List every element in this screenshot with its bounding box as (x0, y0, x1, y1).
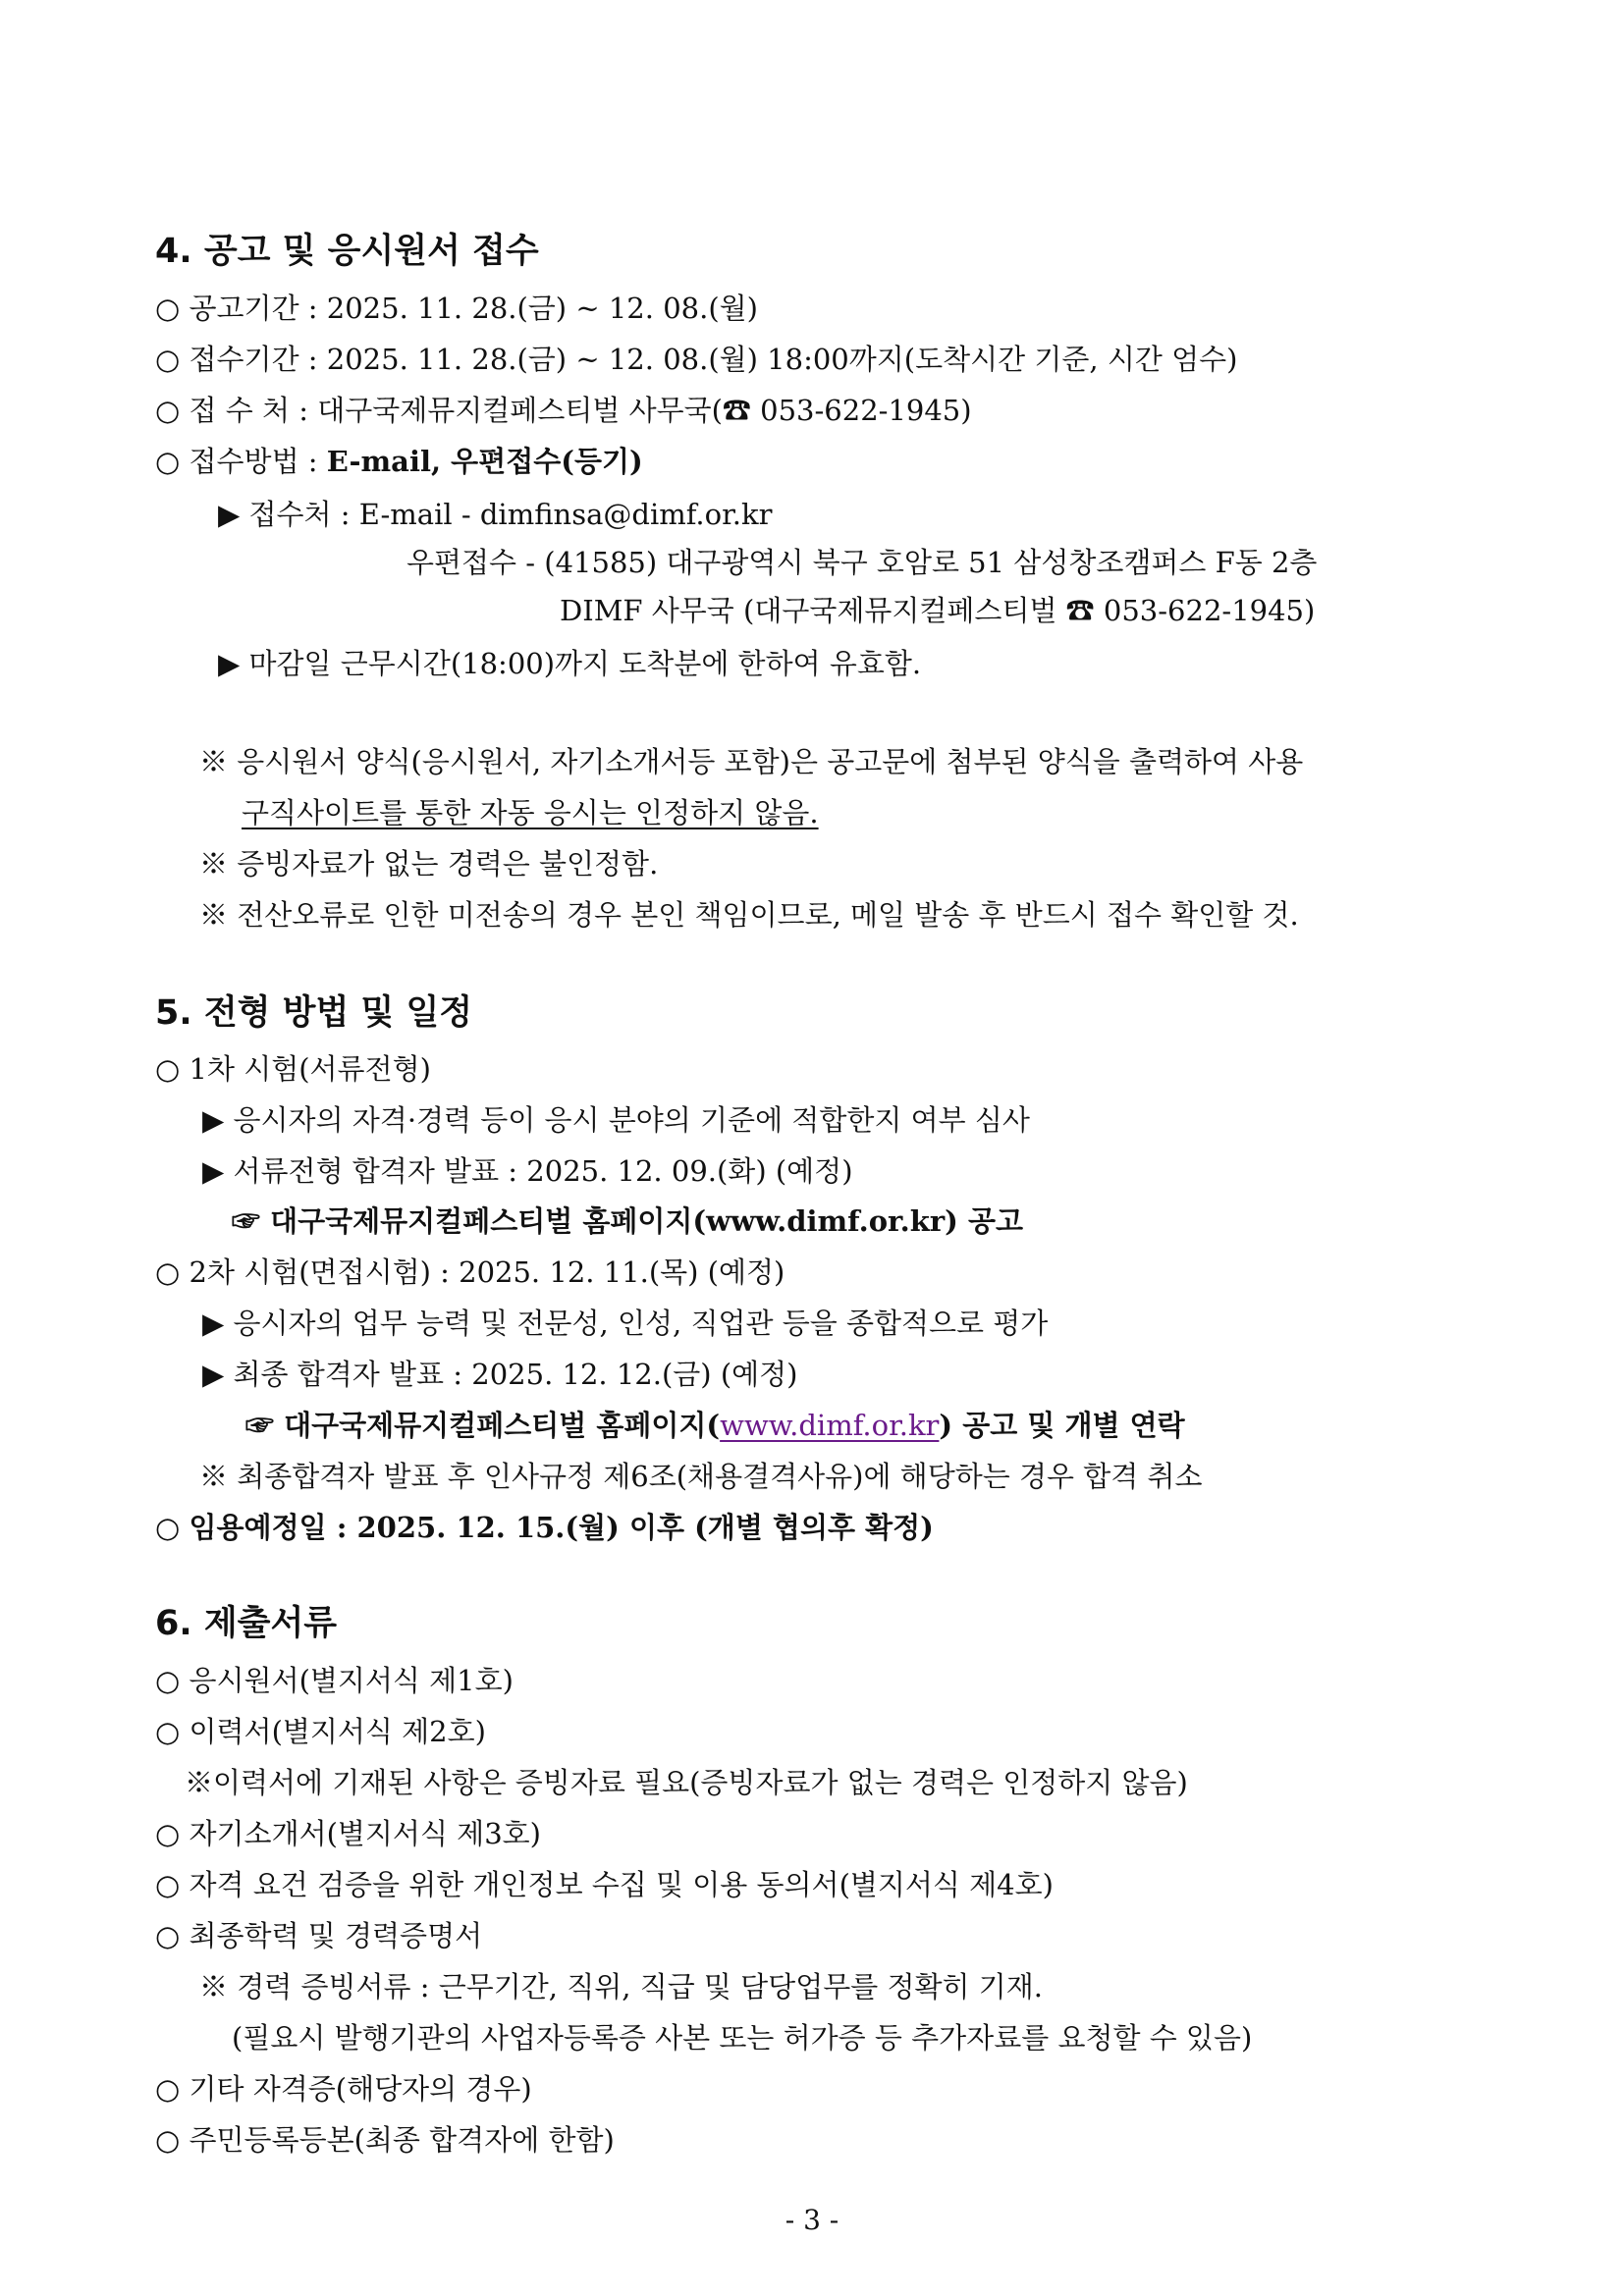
doc-career-note: ※ 경력 증빙서류 : 근무기간, 직위, 직급 및 담당업무를 정확히 기재. (199, 1970, 1043, 2003)
section-5-title: 5. 전형 방법 및 일정 (155, 993, 473, 1033)
receipt-office: DIMF 사무국 (대구국제뮤지컬페스티벌 ☎ 053-622-1945) (560, 594, 1316, 627)
second-exam-notice-prefix: ☞ 대구국제뮤지컬페스티벌 홈페이지( (245, 1409, 721, 1442)
receipt-period: ○ 접수기간 : 2025. 11. 28.(금) ~ 12. 08.(월) 18:00까지(도착시간 기준, 시간 엄수) (155, 343, 1238, 376)
doc-resume: ○ 이력서(별지서식 제2호) (155, 1715, 486, 1748)
notice-period: ○ 공고기간 : 2025. 11. 28.(금) ~ 12. 08.(월) (155, 292, 758, 325)
cancel-note: ※ 최종합격자 발표 후 인사규정 제6조(채용결격사유)에 해당하는 경우 합격 취소 (199, 1460, 1203, 1493)
doc-application-form: ○ 응시원서(별지서식 제1호) (155, 1664, 514, 1697)
doc-privacy-consent: ○ 자격 요건 검증을 위한 개인정보 수집 및 이용 동의서(별지서식 제4호) (155, 1868, 1054, 1901)
doc-certificates: ○ 기타 자격증(해당자의 경우) (155, 2072, 532, 2106)
evidence-note: ※ 증빙자료가 없는 경력은 불인정함. (199, 847, 659, 881)
second-exam-announce: ▶ 최종 합격자 발표 : 2025. 12. 12.(금) (예정) (202, 1358, 798, 1391)
second-exam: ○ 2차 시험(면접시험) : 2025. 12. 11.(목) (예정) (155, 1255, 785, 1289)
error-note: ※ 전산오류로 인한 미전송의 경우 본인 책임이므로, 메일 발송 후 반드시 접수 확인할 것. (199, 898, 1299, 932)
form-note: ※ 응시원서 양식(응시원서, 자기소개서등 포함)은 공고문에 첨부된 양식을 출력하여 사용 (199, 745, 1304, 778)
second-exam-notice-suffix: ) 공고 및 개별 연락 (939, 1409, 1185, 1442)
receipt-email: ▶ 접수처 : E-mail - dimfinsa@dimf.or.kr (218, 498, 773, 531)
homepage-link[interactable]: www.dimf.or.kr (720, 1409, 940, 1442)
doc-resident-register: ○ 주민등록등본(최종 합격자에 한함) (155, 2123, 615, 2157)
doc-self-intro: ○ 자기소개서(별지서식 제3호) (155, 1817, 541, 1850)
page-number: - 3 - (785, 2204, 839, 2236)
form-note-underlined: 구직사이트를 통한 자동 응시는 인정하지 않음. (242, 796, 819, 829)
doc-education-career: ○ 최종학력 및 경력증명서 (155, 1919, 483, 1952)
receipt-post: 우편접수 - (41585) 대구광역시 북구 호암로 51 삼성창조캠퍼스 F동 2층 (406, 546, 1318, 579)
first-exam: ○ 1차 시험(서류전형) (155, 1052, 431, 1086)
appointment-date (155, 1508, 934, 1547)
section-4-title: 4. 공고 및 응시원서 접수 (155, 232, 539, 271)
second-exam-notice (245, 1406, 1185, 1445)
receipt-place: ○ 접 수 처 : 대구국제뮤지컬페스티벌 사무국(☎ 053-622-1945) (155, 394, 972, 427)
appointment-text: 임용예정일 : 2025. 12. 15.(월) 이후 (개별 협의후 확정) (189, 1511, 934, 1544)
section-6-title: 6. 제출서류 (155, 1604, 338, 1643)
receipt-method-value: E-mail, 우편접수(등기) (326, 445, 643, 478)
appointment-bullet: ○ (155, 1511, 189, 1544)
receipt-method (155, 442, 643, 481)
first-exam-announce: ▶ 서류전형 합격자 발표 : 2025. 12. 09.(화) (예정) (202, 1154, 853, 1188)
doc-resume-note: ※이력서에 기재된 사항은 증빙자료 필요(증빙자료가 없는 경력은 인정하지 않음) (185, 1766, 1188, 1799)
second-exam-review: ▶ 응시자의 업무 능력 및 전문성, 인성, 직업관 등을 종합적으로 평가 (202, 1307, 1049, 1340)
deadline-note: ▶ 마감일 근무시간(18:00)까지 도착분에 한하여 유효함. (218, 647, 922, 680)
doc-career-note-extra: (필요시 발행기관의 사업자등록증 사본 또는 허가증 등 추가자료를 요청할 수 있음) (232, 2021, 1253, 2055)
first-exam-notice: ☞ 대구국제뮤지컬페스티벌 홈페이지(www.dimf.or.kr) 공고 (232, 1204, 1023, 1238)
first-exam-review: ▶ 응시자의 자격·경력 등이 응시 분야의 기준에 적합한지 여부 심사 (202, 1103, 1030, 1137)
receipt-method-label: ○ 접수방법 : (155, 445, 327, 478)
